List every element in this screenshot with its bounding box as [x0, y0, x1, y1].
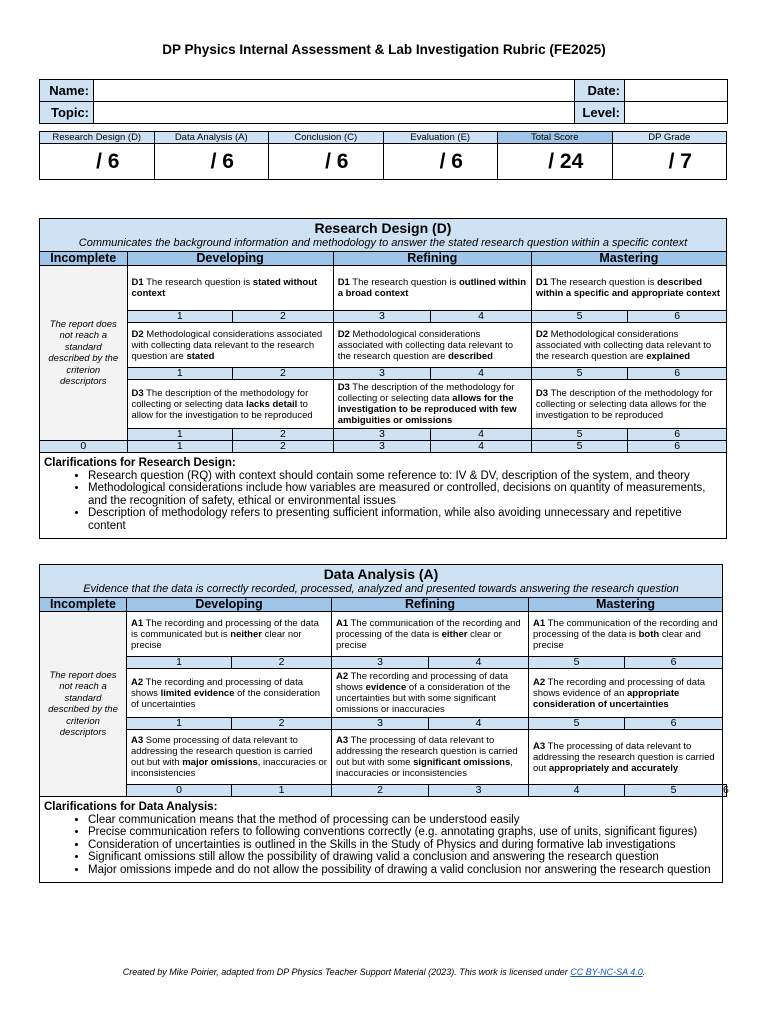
descriptor-a3-developing: A3 Some processing of data relevant to addressing the research question is carried out but with major omissions, inaccuracies or inconsistencies — [127, 730, 332, 785]
footer — [0, 967, 768, 977]
clarification-item: • Precise communication refers to following conventions correctly (e.g. annotating graphs, use of units, significant figures) — [88, 826, 718, 839]
mark-2[interactable]: 2 — [332, 785, 429, 797]
student-info-table — [39, 79, 728, 124]
mark-4[interactable]: 4 — [431, 441, 532, 453]
score-header-evaluation: Evaluation (E) — [383, 132, 498, 144]
page-title: DP Physics Internal Assessment & Lab Investigation Rubric (FE2025) — [162, 42, 606, 57]
clarification-item: • Significant omissions still allow the possibility of drawing valid a conclusion and answering the research question — [88, 851, 718, 864]
descriptor-d2-mastering: D2 Methodological considerations associated with collecting data relevant to the research question are explained — [531, 323, 726, 368]
date-field[interactable] — [625, 80, 728, 102]
mark-4[interactable]: 4 — [431, 368, 532, 380]
level-mastering: Mastering — [531, 252, 726, 266]
mark-0[interactable]: 0 — [40, 441, 128, 453]
incomplete-descriptor: The report does not reach a standard described by the criterion descriptors — [40, 612, 127, 797]
clarification-item: • Methodological considerations include how variables are measured or controlled, decisions on quantity of measurements, and the recognition of safety, ethical or environmental issues — [88, 482, 722, 507]
level-label: Level: — [575, 102, 625, 124]
mark-4[interactable]: 4 — [431, 311, 532, 323]
data-analysis-description: Evidence that the data is correctly recorded, processed, analyzed and presented towards answering the research question — [83, 583, 679, 595]
research-design-title: Research Design (D) — [314, 220, 452, 236]
mark-2[interactable]: 2 — [232, 657, 332, 669]
mark-1[interactable]: 1 — [127, 368, 233, 380]
clarification-item: • Description of methodology refers to presenting sufficient information, while also avoiding unnecessary and repetitive content — [88, 507, 722, 532]
descriptor-d1-mastering: D1 The research question is described within a specific and appropriate context — [531, 266, 726, 311]
level-incomplete: Incomplete — [40, 252, 128, 266]
mark-6[interactable]: 6 — [628, 368, 727, 380]
score-header-research-design: Research Design (D) — [40, 132, 155, 144]
score-research-design[interactable]: / 6 — [40, 144, 155, 180]
mark-2[interactable]: 2 — [232, 718, 332, 730]
mark-0[interactable]: 0 — [127, 785, 232, 797]
descriptor-d2-developing: D2 Methodological considerations associated with collecting data relevant to the research question are stated — [127, 323, 333, 368]
topic-label: Topic: — [40, 102, 94, 124]
mark-5[interactable]: 5 — [529, 718, 625, 730]
level-mastering: Mastering — [529, 598, 723, 612]
descriptor-d3-mastering: D3 The description of the methodology for collecting or selecting data allows for the investigation to be reproduced — [531, 380, 726, 429]
mark-6[interactable]: 6 — [625, 718, 723, 730]
mark-6[interactable]: 6 — [628, 429, 727, 441]
descriptor-a1-refining: A1 The communication of the recording and processing of the data is either clear or precise — [332, 612, 529, 657]
descriptor-a3-refining: A3 The processing of data relevant to addressing the research question is carried out but with some significant omissions, inaccuracies or inconsistencies — [332, 730, 529, 785]
mark-6[interactable]: 6 — [723, 784, 729, 796]
research-design-rubric — [39, 218, 727, 539]
incomplete-descriptor: The report does not reach a standard described by the criterion descriptors — [40, 266, 128, 441]
clarification-item: • Consideration of uncertainties is outlined in the Skills in the Study of Physics and during formative lab investigations — [88, 839, 718, 852]
mark-1[interactable]: 1 — [127, 718, 232, 730]
descriptor-d1-refining: D1 The research question is outlined within a broad context — [333, 266, 531, 311]
score-evaluation[interactable]: / 6 — [383, 144, 498, 180]
score-total[interactable]: / 24 — [498, 144, 613, 180]
mark-5[interactable]: 5 — [625, 785, 723, 797]
footer-text: Created by Mike Poirier, adapted from DP Physics Teacher Support Material (2023). This work is licensed under — [122, 967, 571, 977]
mark-4[interactable]: 4 — [429, 657, 529, 669]
research-design-clarifications — [40, 453, 727, 539]
mark-3[interactable]: 3 — [332, 718, 429, 730]
mark-1[interactable]: 1 — [127, 441, 233, 453]
score-data-analysis[interactable]: / 6 — [154, 144, 269, 180]
clarifications-title: Clarifications for Research Design: — [44, 457, 236, 469]
mark-3[interactable]: 3 — [332, 657, 429, 669]
mark-5[interactable]: 5 — [531, 429, 628, 441]
mark-4[interactable]: 4 — [431, 429, 532, 441]
clarifications-title: Clarifications for Data Analysis: — [44, 801, 218, 813]
date-label: Date: — [575, 80, 625, 102]
license-link[interactable]: CC BY-NC-SA 4.0 — [570, 967, 643, 977]
mark-1[interactable]: 1 — [127, 657, 232, 669]
mark-3[interactable]: 3 — [333, 368, 431, 380]
level-field[interactable] — [625, 102, 728, 124]
descriptor-a3-mastering: A3 The processing of data relevant to addressing the research question is carried out appropriately and accurately — [529, 730, 723, 785]
mark-2[interactable]: 2 — [233, 368, 334, 380]
mark-6[interactable]: 6 — [625, 657, 723, 669]
data-analysis-header — [40, 565, 723, 598]
mark-2[interactable]: 2 — [233, 429, 334, 441]
mark-4[interactable]: 4 — [429, 718, 529, 730]
mark-1[interactable]: 1 — [127, 311, 233, 323]
mark-2[interactable]: 2 — [233, 311, 334, 323]
mark-6[interactable]: 6 — [628, 441, 727, 453]
footer-end: . — [642, 967, 646, 977]
name-field[interactable] — [94, 80, 575, 102]
score-header-conclusion: Conclusion (C) — [269, 132, 384, 144]
descriptor-a2-developing: A2 The recording and processing of data shows limited evidence of the consideration of uncertainties — [127, 669, 332, 718]
mark-6[interactable]: 6 — [628, 311, 727, 323]
score-conclusion[interactable]: / 6 — [269, 144, 384, 180]
level-refining: Refining — [333, 252, 531, 266]
name-label: Name: — [40, 80, 94, 102]
descriptor-d1-developing: D1 The research question is stated without context — [127, 266, 333, 311]
clarification-item: • Clear communication means that the method of processing can be understood easily — [88, 814, 718, 827]
score-header-dp-grade: DP Grade — [612, 132, 727, 144]
score-header-total: Total Score — [498, 132, 613, 144]
score-summary-table — [39, 131, 727, 180]
data-analysis-clarifications — [40, 797, 723, 883]
descriptor-a1-mastering: A1 The communication of the recording and processing of the data is both clear and precise — [529, 612, 723, 657]
score-dp-grade[interactable]: / 7 — [612, 144, 727, 180]
mark-1[interactable]: 1 — [232, 785, 332, 797]
level-developing: Developing — [127, 252, 333, 266]
level-incomplete: Incomplete — [40, 598, 127, 612]
descriptor-d3-developing: D3 The description of the methodology for collecting or selecting data lacks detail to allow for the investigation to be reproduced — [127, 380, 333, 429]
mark-3[interactable]: 3 — [333, 441, 431, 453]
mark-5[interactable]: 5 — [531, 311, 628, 323]
mark-5[interactable]: 5 — [529, 657, 625, 669]
mark-5[interactable]: 5 — [531, 368, 628, 380]
level-developing: Developing — [127, 598, 332, 612]
data-analysis-title: Data Analysis (A) — [323, 566, 439, 582]
data-analysis-rubric — [39, 564, 727, 883]
clarification-item: • Major omissions impede and do not allow the possibility of drawing a valid conclusion nor answering the research question — [88, 864, 718, 877]
research-design-header — [40, 219, 727, 252]
mark-4[interactable]: 4 — [529, 785, 625, 797]
mark-3[interactable]: 3 — [333, 311, 431, 323]
descriptor-a2-refining: A2 The recording and processing of data shows evidence of a consideration of the uncertainties but with some significant omissions or inaccuracies — [332, 669, 529, 718]
mark-3[interactable]: 3 — [333, 429, 431, 441]
research-design-description: Communicates the background information and methodology to answer the stated research question within a specific context — [78, 237, 688, 249]
descriptor-d3-refining: D3 The description of the methodology for collecting or selecting data allows for the investigation to be reproduced with few ambiguities or omissions — [333, 380, 531, 429]
mark-5[interactable]: 5 — [531, 441, 628, 453]
mark-1[interactable]: 1 — [127, 429, 233, 441]
topic-field[interactable] — [94, 102, 575, 124]
mark-2[interactable]: 2 — [233, 441, 334, 453]
descriptor-a1-developing: A1 The recording and processing of the data is communicated but is neither clear nor precise — [127, 612, 332, 657]
mark-3[interactable]: 3 — [429, 785, 529, 797]
descriptor-a2-mastering: A2 The recording and processing of data shows evidence of an appropriate consideration of uncertainties — [529, 669, 723, 718]
clarification-item: • Research question (RQ) with context should contain some reference to: IV & DV, description of the system, and theory — [88, 470, 722, 483]
descriptor-d2-refining: D2 Methodological considerations associated with collecting data relevant to the research question are described — [333, 323, 531, 368]
score-header-data-analysis: Data Analysis (A) — [154, 132, 269, 144]
level-refining: Refining — [332, 598, 529, 612]
